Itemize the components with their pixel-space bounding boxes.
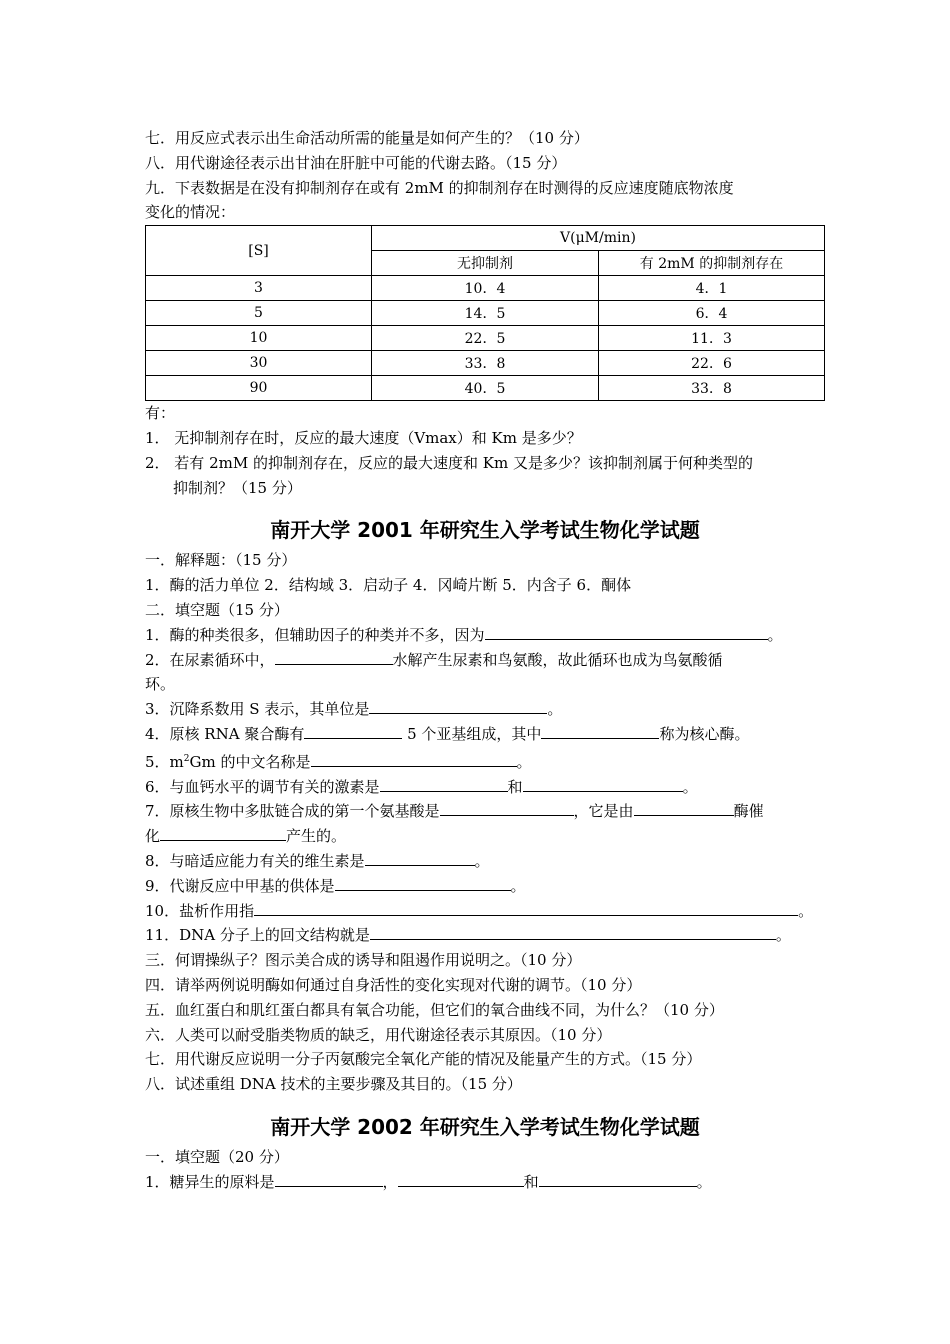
period: 。 [682,777,698,796]
cell-s: 3 [146,276,372,301]
cell-with: 4．1 [599,276,825,301]
header-s: [S] [146,226,372,276]
exam-2002-section-1: 一．填空题（20 分） [145,1147,289,1166]
cell-with: 11．3 [599,326,825,351]
fill-8 [145,849,825,874]
answer-blank [160,825,286,841]
you-label: 有： [145,404,176,423]
answer-blank [634,800,734,816]
fill-6-text-b: 和 [507,777,523,796]
answer-blank [304,723,402,739]
answer-blank [311,751,517,767]
fill-2-text-a: 2．在尿素循环中， [145,650,275,669]
cell-no: 14．5 [372,301,599,326]
section-4: 四．请举两例说明酶如何通过自身活性的变化实现对代谢的调节。（10 分） [145,975,642,994]
answer-blank [398,1171,524,1187]
answer-blank [335,875,511,891]
section-1-heading: 一．解释题：（15 分） [145,551,297,570]
table-row [146,276,825,301]
fill-10 [145,899,825,924]
period: 。 [767,625,783,644]
period: 。 [510,876,526,895]
document-page [145,126,825,1195]
cell-s: 90 [146,376,372,401]
answer-blank [369,698,547,714]
fill-2-text-b: 水解产生尿素和鸟氨酸，故此循环也成为鸟氨酸循 [392,650,723,669]
answer-blank [523,776,683,792]
fill-2 [145,648,825,673]
fill-text-b: ， [382,1172,398,1191]
table-row [146,326,825,351]
period: 。 [547,700,563,719]
fill-5-text-b: Gm 的中文名称是 [189,752,311,771]
fill-5-superscript: 2 [183,753,190,764]
period: 。 [798,901,814,920]
cell-no: 40．5 [372,376,599,401]
fill-6 [145,775,825,800]
section-3: 三．何谓操纵子？图示美合成的诱导和阻遏作用说明之。（10 分） [145,951,582,970]
section-6: 六．人类可以耐受脂类物质的缺乏，用代谢途径表示其原因。（10 分） [145,1025,612,1044]
section-7: 七．用代谢反应说明一分子丙氨酸完全氧化产能的情况及能量产生的方式。（15 分） [145,1050,702,1069]
fill-7 [145,799,825,824]
fill-2-cont: 环。 [145,675,176,694]
exam-2002-fill-1 [145,1170,825,1195]
answer-blank [440,800,574,816]
rate-table [145,225,825,401]
fill-1 [145,623,825,648]
period: 。 [516,752,532,771]
fill-9-text: 9．代谢反应中甲基的供体是 [145,876,335,895]
fill-4 [145,722,825,747]
answer-blank [275,1171,383,1187]
fill-9 [145,874,825,899]
fill-text-a: 1．糖异生的原料是 [145,1172,275,1191]
table-row [146,351,825,376]
question-8: 八．用代谢途径表示出甘油在肝脏中可能的代谢去路。（15 分） [145,153,567,172]
fill-3 [145,697,825,722]
cell-s: 30 [146,351,372,376]
cell-no: 22．5 [372,326,599,351]
exam-2002-title: 南开大学 2002 年研究生入学考试生物化学试题 [270,1114,700,1139]
subquestion-1: 1． 无抑制剂存在时，反应的最大速度（Vmax）和 Km 是多少？ [145,428,582,447]
fill-7-text-d: 化 [145,827,161,846]
fill-3-text: 3．沉降系数用 S 表示，其单位是 [145,700,370,719]
fill-5 [145,747,825,775]
cell-s: 5 [146,301,372,326]
section-1-items: 1．酶的活力单位 2．结构域 3．启动子 4．冈崎片断 5．内含子 6．酮体 [145,576,632,595]
fill-4-text-c: 称为核心酶。 [659,724,750,743]
fill-text-d: 。 [696,1172,712,1191]
cell-s: 10 [146,326,372,351]
answer-blank [275,649,393,665]
fill-11 [145,923,825,948]
answer-blank [485,624,768,640]
table-row [146,301,825,326]
answer-blank [380,776,508,792]
header-v: V(μM/min) [372,226,825,251]
fill-4-text-b: 5 个亚基组成，其中 [402,724,542,743]
cell-no: 33．8 [372,351,599,376]
cell-with: 6．4 [599,301,825,326]
fill-text-c: 和 [523,1172,539,1191]
fill-4-text-a: 4．原核 RNA 聚合酶有 [145,724,305,743]
fill-7-text-b: ，它是由 [573,802,634,821]
question-7: 七．用反应式表示出生命活动所需的能量是如何产生的？（10 分） [145,129,589,147]
section-8: 八．试述重组 DNA 技术的主要步骤及其目的。（15 分） [145,1075,522,1094]
fill-7-text-a: 7．原核生物中多肽链合成的第一个氨基酸是 [145,802,440,821]
fill-7-text-c: 酶催 [733,802,764,821]
answer-blank [539,1171,697,1187]
answer-blank [254,900,798,916]
period: 。 [474,851,490,870]
exam-2001-title: 南开大学 2001 年研究生入学考试生物化学试题 [270,518,700,543]
answer-blank [541,723,659,739]
fill-8-text: 8．与暗适应能力有关的维生素是 [145,851,365,870]
cell-with: 33．8 [599,376,825,401]
fill-7-text-e: 产生的。 [286,827,347,846]
header-no-inhibitor: 无抑制剂 [372,251,599,276]
section-2-heading: 二．填空题（15 分） [145,600,289,619]
answer-blank [365,850,475,866]
fill-11-text: 11．DNA 分子上的回文结构就是 [145,926,370,945]
header-with-inhibitor: 有 2mM 的抑制剂存在 [599,251,825,276]
table-row [146,376,825,401]
fill-5-text-a: 5．m [145,752,184,771]
question-9-line1: 九．下表数据是在没有抑制剂存在或有 2mM 的抑制剂存在时测得的反应速度随底物浓度 [145,178,734,197]
subquestion-2-line1: 2． 若有 2mM 的抑制剂存在，反应的最大速度和 Km 又是多少？该抑制剂属于何种类型的 [145,453,753,472]
cell-no: 10．4 [372,276,599,301]
fill-6-text-a: 6．与血钙水平的调节有关的激素是 [145,777,380,796]
period: 。 [775,926,791,945]
answer-blank [370,924,776,940]
fill-7-cont [145,824,825,849]
section-5: 五．血红蛋白和肌红蛋白都具有氧合功能，但它们的氧合曲线不同，为什么？（10 分） [145,1000,724,1019]
subquestion-2-line2: 抑制剂？（15 分） [173,478,302,497]
question-9-line2: 变化的情况： [145,203,236,222]
fill-1-text: 1．酶的种类很多，但辅助因子的种类并不多，因为 [145,625,485,644]
cell-with: 22．6 [599,351,825,376]
fill-10-text: 10．盐析作用指 [145,901,255,920]
